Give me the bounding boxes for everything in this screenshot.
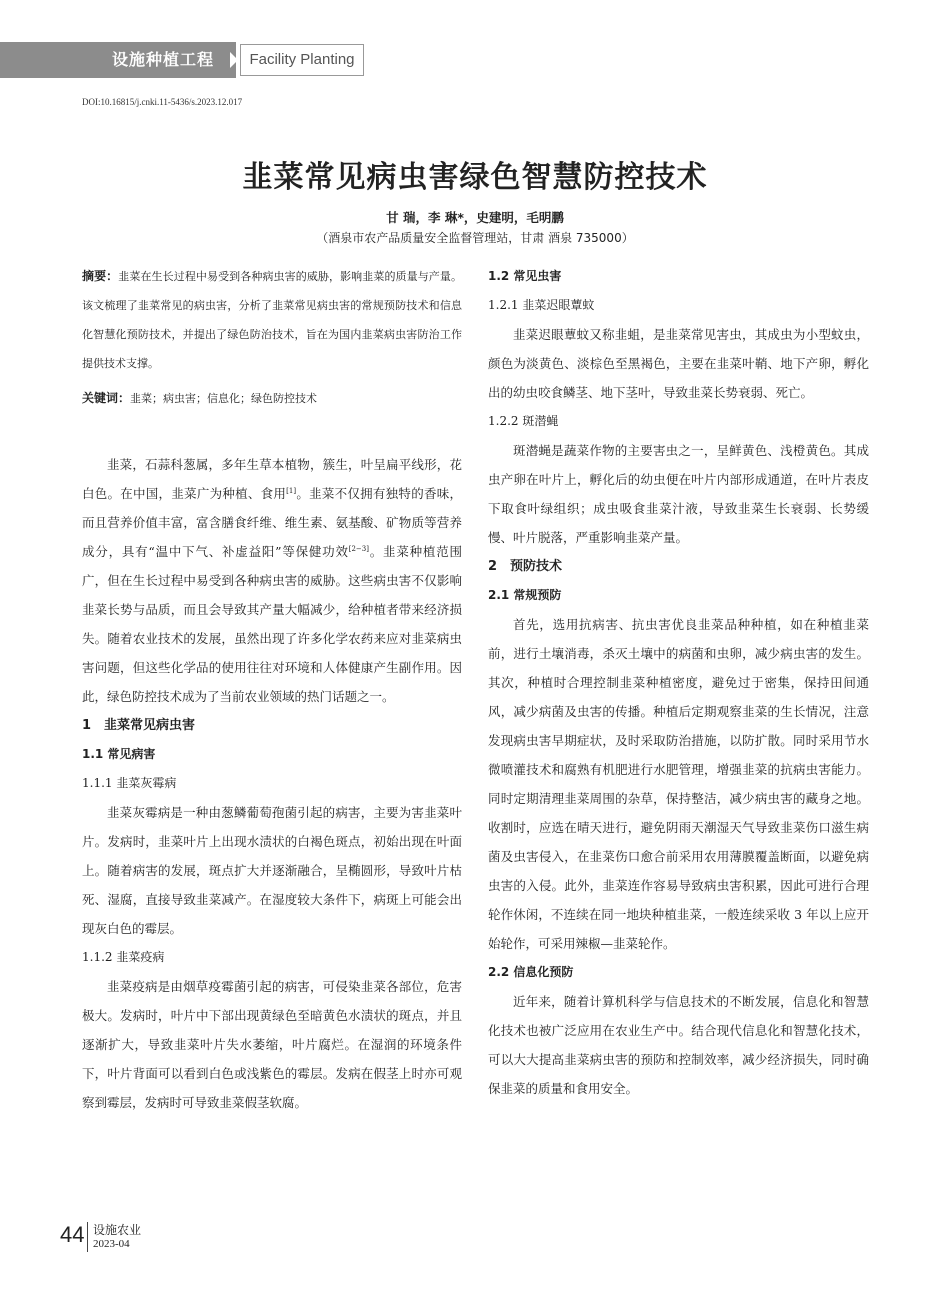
paragraph-1-1-1: 韭菜灰霉病是一种由葱鳞葡萄孢菌引起的病害，主要为害韭菜叶片。发病时，韭菜叶片上出现水渍状的白褐色斑点，初始出现在叶面上。随着病害的发展，斑点扩大并逐渐融合，呈椭圆形，导致叶片枯死、湿腐，直接导致韭菜减产。在湿度较大条件下，病斑上可能会出现灰白色的霉层。: [82, 805, 462, 936]
intro-paragraph: [82, 450, 462, 711]
intro-text-3: 。韭菜种植范围广，但在生长过程中易受到各种病虫害的威胁。这些病虫害不仅影响韭菜长势与品质，而且会导致其产量大幅减少，给种植者带来经济损失。随着农业技术的发展，虽然出现了许多化学农药来应对韭菜病虫害问题，但这些化学品的使用往往对环境和人体健康产生副作用。因此，绿色防控技术成为了当前农业领域的热门话题之一。: [82, 544, 462, 704]
left-column: [82, 262, 462, 1117]
column-title-cn: 设施种植工程: [112, 50, 215, 69]
paragraph-2-2: 近年来，随着计算机科学与信息技术的不断发展，信息化和智慧化技术也被广泛应用在农业生产中。结合现代信息化和智慧化技术，可以大大提高韭菜病虫害的预防和控制效率，减少经济损失，同时确保韭菜的质量和食用安全。: [488, 994, 869, 1096]
abstract-label: 摘要：: [82, 269, 119, 283]
keywords-text: 韭菜；病虫害；信息化；绿色防控技术: [130, 392, 318, 405]
paragraph-1-2-1: 韭菜迟眼蕈蚊又称韭蛆，是韭菜常见害虫，其成虫为小型蚊虫，颜色为淡黄色、淡棕色至黑褐色，主要在韭菜叶鞘、地下产卵，孵化出的幼虫咬食鳞茎、地下茎叶，导致韭菜长势衰弱、死亡。: [488, 327, 869, 400]
paragraph-2-1: 首先，选用抗病害、抗虫害优良韭菜品种种植，如在种植韭菜前，进行土壤消毒，杀灭土壤中的病菌和虫卵，减少病虫害的发生。其次，种植时合理控制韭菜种植密度，避免过于密集，保持田间通风，减少病菌及虫害的传播。种植后定期观察韭菜的生长情况，注意发现病虫害早期症状，及时采取防治措施，以防扩散。同时采用节水微喷灌技术和腐熟有机肥进行水肥管理，增强韭菜的抗病虫害能力。同时定期清理韭菜周围的杂草，保持整洁，减少病虫害的藏身之地。收割时，应选在晴天进行，避免阴雨天潮湿天气导致韭菜伤口滋生病菌及虫害侵入，在韭菜伤口愈合前采用农用薄膜覆盖断面，以避免病虫害的入侵。此外，韭菜连作容易导致病虫害积累，因此可进行合理轮作休闲，不连续在同一地块种植韭菜，一般连续采收 3 年以上应开始轮作，可采用辣椒—韭菜轮作。: [488, 617, 869, 951]
doi: DOI:10.16815/j.cnki.11-5436/s.2023.12.017: [82, 97, 243, 107]
heading-2: 2 预防技术: [488, 559, 563, 574]
article-title: 韭菜常见病虫害绿色智慧防控技术: [242, 160, 708, 195]
footer-divider: [87, 1222, 88, 1252]
abstract-text: 韭菜在生长过程中易受到各种病虫害的威胁，影响韭菜的质量与产量。该文梳理了韭菜常见的病虫害，分析了韭菜常见病虫害的常规预防技术和信息化智慧化预防技术，并提出了绿色防治技术，旨在为国内韭菜病虫害防治工作提供技术支撑。: [82, 270, 462, 370]
column-title-en: Facility Planting: [240, 44, 364, 76]
heading-1-1-1: 1.1.1 韭菜灰霉病: [82, 776, 177, 790]
heading-2-2: 2.2 信息化预防: [488, 965, 574, 979]
issue-date: 2023-04: [93, 1238, 130, 1250]
affiliation: （酒泉市农产品质量安全监督管理站，甘肃 酒泉 735000）: [316, 231, 634, 245]
right-column: [488, 262, 869, 1103]
abstract: [82, 262, 462, 378]
keywords: [82, 384, 462, 413]
intro-text-1: 韭菜，石蒜科葱属，多年生草本植物，簇生，叶呈扁平线形，花白色。在中国，韭菜广为种植、食用: [82, 457, 462, 501]
heading-1-1-2: 1.1.2 韭菜疫病: [82, 950, 165, 964]
band-arrow-icon: [230, 52, 238, 68]
ref-2: [2−3]: [348, 544, 369, 553]
page-number: 44: [60, 1222, 85, 1247]
keywords-label: 关键词：: [82, 391, 131, 405]
heading-1-2-2: 1.2.2 斑潜蝇: [488, 414, 559, 428]
heading-1-1: 1.1 常见病害: [82, 747, 156, 761]
heading-1-2-1: 1.2.1 韭菜迟眼蕈蚊: [488, 298, 595, 312]
heading-1-2: 1.2 常见虫害: [488, 269, 562, 283]
journal-name: 设施农业: [93, 1223, 142, 1237]
intro-text-2: 。韭菜不仅拥有独特的香味，而且营养价值丰富，富含膳食纤维、维生素、氨基酸、矿物质等营养成分，具有“温中下气、补虚益阳”等保健功效: [82, 486, 462, 559]
paragraph-1-2-2: 斑潜蝇是蔬菜作物的主要害虫之一，呈鲜黄色、浅橙黄色。其成虫产卵在叶片上，孵化后的幼虫便在叶片内部形成通道，在叶片表皮下取食叶绿组织；成虫吸食韭菜汁液，导致韭菜生长衰弱、长势缓慢、叶片脱落，严重影响韭菜产量。: [488, 443, 869, 545]
ref-1: [1]: [286, 486, 297, 495]
paragraph-1-1-2: 韭菜疫病是由烟草疫霉菌引起的病害，可侵染韭菜各部位，危害极大。发病时，叶片中下部出现黄绿色至暗黄色水渍状的斑点，并且逐渐扩大，导致韭菜叶片失水萎缩，叶片腐烂。在湿润的环境条件下，叶片背面可以看到白色或浅紫色的霉层。发病在假茎上时亦可观察到霉层，发病时可导致韭菜假茎软腐。: [82, 979, 462, 1110]
authors: 甘 瑞，李 琳*，史建明，毛明鹏: [386, 210, 564, 225]
heading-1: 1 韭菜常见病虫害: [82, 718, 196, 733]
heading-2-1: 2.1 常规预防: [488, 588, 562, 602]
